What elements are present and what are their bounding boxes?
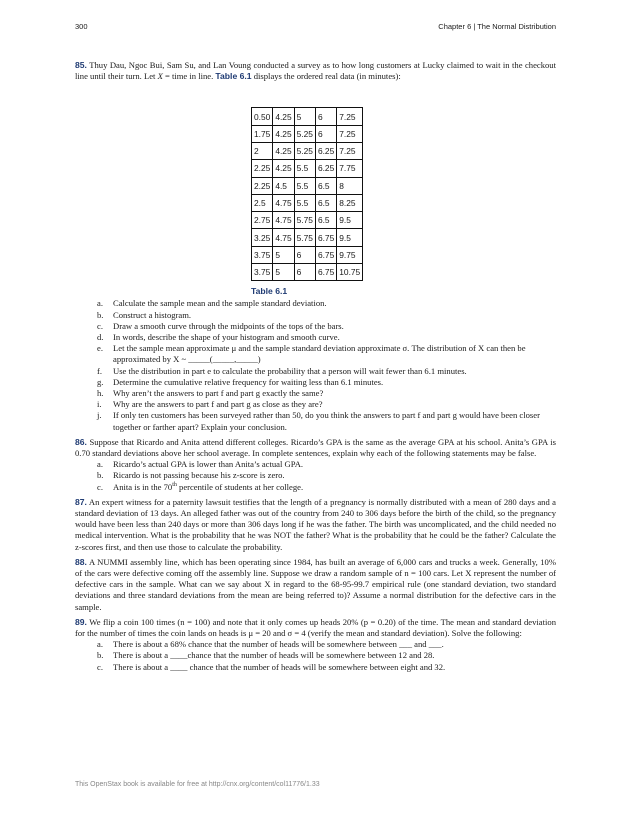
item-label: h. — [97, 388, 104, 398]
list-item — [75, 459, 556, 470]
item-label: i. — [97, 399, 102, 410]
variable-x: X — [157, 71, 163, 82]
item-text: Use the distribution in part e to calculate the probability that a person will wait fewer than 6.1 minutes. — [113, 365, 467, 376]
list-item — [75, 470, 556, 481]
table-cell: 5.5 — [294, 177, 315, 194]
item-label: g. — [97, 376, 104, 387]
item-label: a. — [97, 639, 103, 650]
table-cell: 5.25 — [294, 143, 315, 160]
list-item — [75, 366, 556, 377]
table-cell: 6.25 — [315, 143, 336, 160]
table-cell: 6.75 — [315, 246, 336, 263]
list-item — [75, 298, 556, 309]
page-body — [75, 60, 556, 673]
problem-text: Suppose that Ricardo and Anita attend different colleges. Ricardo’s GPA is the same as the average GPA at his school. Anita’s GPA is 0.70 standard deviations above her school average. In complete sentences, explain why each of the following statements may be false. — [75, 436, 556, 459]
table-cell: 6.75 — [315, 264, 336, 281]
list-item — [75, 410, 556, 432]
item-text: There is about a ____ chance that the number of heads will be somewhere between eight and 32. — [113, 661, 446, 672]
problem-86 — [75, 437, 556, 459]
table-row — [252, 160, 363, 177]
table-cell: 6 — [315, 125, 336, 142]
item-text: Why are the answers to part f and part g as close as they are? — [113, 399, 323, 410]
item-text: There is about a ____chance that the number of heads will be somewhere between 12 and 28. — [113, 650, 435, 661]
item-text: There is about a 68% chance that the number of heads will be somewhere between ___ and ___. — [113, 639, 444, 650]
table-cell: 8 — [337, 177, 363, 194]
table-row — [252, 246, 363, 263]
table-cell: 4.5 — [273, 177, 294, 194]
problem-number: 89. — [75, 616, 87, 627]
table-row — [252, 177, 363, 194]
table-cell: 5.75 — [294, 212, 315, 229]
item-label: b. — [97, 470, 104, 481]
ordinal-suffix: th — [172, 481, 177, 488]
problem-88 — [75, 557, 556, 613]
table-link[interactable]: Table 6.1 — [215, 71, 252, 82]
table-cell: 5 — [273, 264, 294, 281]
table-cell: 2 — [252, 143, 273, 160]
item-text: Let the sample mean approximate μ and the sample standard deviation approximate σ. The distribution of X can then be approximated by X ~ _____(_____,_____) — [113, 343, 526, 365]
table-cell: 9.75 — [337, 246, 363, 263]
list-item — [75, 321, 556, 332]
problem-89 — [75, 617, 556, 639]
table-cell: 5.5 — [294, 194, 315, 211]
table-cell: 2.5 — [252, 194, 273, 211]
list-item — [75, 377, 556, 388]
item-label: b. — [97, 650, 104, 661]
table-cell: 6 — [294, 246, 315, 263]
item-text: Determine the cumulative relative frequency for waiting less than 6.1 minutes. — [113, 376, 384, 387]
table-cell: 4.25 — [273, 143, 294, 160]
table-cell: 6.5 — [315, 177, 336, 194]
item-text: Anita is in the 70 — [113, 481, 173, 492]
table-cell: 3.75 — [252, 246, 273, 263]
item-text: Construct a histogram. — [113, 309, 192, 320]
table-cell: 10.75 — [337, 264, 363, 281]
table-cell: 6.5 — [315, 212, 336, 229]
table-cell: 5.5 — [294, 160, 315, 177]
table-cell: 6 — [315, 108, 336, 125]
table-cell: 7.75 — [337, 160, 363, 177]
table-cell: 6.75 — [315, 229, 336, 246]
table-cell: 4.25 — [273, 160, 294, 177]
table-cell: 7.25 — [337, 108, 363, 125]
table-row — [252, 108, 363, 125]
problem-number: 86. — [75, 436, 87, 447]
item-text: Ricardo’s actual GPA is lower than Anita’s actual GPA. — [113, 459, 304, 470]
table-cell: 9.5 — [337, 229, 363, 246]
table-cell: 6.25 — [315, 160, 336, 177]
list-item — [75, 343, 556, 365]
table-cell: 4.25 — [273, 108, 294, 125]
problem-text: A NUMMI assembly line, which has been operating since 1984, has built an average of 6,000 cars and trucks a week. Generally, 10% of the cars were defective coming off the assembly line. Suppose we draw a random sample of n = 100 cars. Let X represent the number of defective cars in the sample. What can we say about X in regard to the 68-95-99.7 empirical rule (one standard deviation, two standard deviations and three standard deviations from the mean are being referred to)? Assume a normal distribution for the defective cars in the sample. — [75, 556, 556, 612]
table-row — [252, 264, 363, 281]
table-row — [252, 125, 363, 142]
problem-text: An expert witness for a paternity lawsuit testifies that the length of a pregnancy is normally distributed with a mean of 280 days and a standard deviation of 13 days. An alleged father was out of the country from 240 to 306 days before the birth of the child, so the pregnancy would have been less than 240 days or more than 306 days long if he was the father. The birth was uncomplicated, and the child needed no medical intervention. What is the probability that he was NOT the father? What is the probability that he could be the father? Calculate the z-scores first, and then use those to calculate the probability. — [75, 496, 556, 552]
item-text: Calculate the sample mean and the sample standard deviation. — [113, 298, 327, 309]
table-cell: 0.50 — [252, 108, 273, 125]
table-row — [252, 229, 363, 246]
list-item — [75, 662, 556, 673]
item-label: c. — [97, 661, 103, 672]
item-text: Why aren’t the answers to part f and part g exactly the same? — [113, 388, 324, 398]
page-number: 300 — [75, 22, 88, 31]
item-label: c. — [97, 481, 103, 492]
table-cell: 3.75 — [252, 264, 273, 281]
list-item — [75, 310, 556, 321]
problem-text: displays the ordered real data (in minutes): — [251, 71, 401, 82]
list-item — [75, 482, 556, 493]
item-label: a. — [97, 459, 103, 470]
table-cell: 6.5 — [315, 194, 336, 211]
item-text: If only ten customers has been surveyed rather than 50, do you think the answers to part f and part g would have been closer together or farther apart? Explain your conclusion. — [113, 410, 540, 432]
table-cell: 3.25 — [252, 229, 273, 246]
item-label: c. — [97, 320, 103, 331]
table-cell: 7.25 — [337, 143, 363, 160]
item-label: a. — [97, 298, 103, 309]
table-cell: 4.25 — [273, 125, 294, 142]
problem-85 — [75, 60, 556, 82]
item-text: In words, describe the shape of your histogram and smooth curve. — [113, 331, 340, 342]
problem-number: 88. — [75, 556, 87, 567]
table-cell: 8.25 — [337, 194, 363, 211]
question-list-86 — [75, 459, 556, 493]
table-cell: 6 — [294, 264, 315, 281]
table-cell: 5 — [273, 246, 294, 263]
question-list-85 — [75, 298, 556, 432]
table-cell: 4.75 — [273, 229, 294, 246]
item-label: e. — [97, 343, 103, 354]
problem-87 — [75, 497, 556, 553]
problem-text: We flip a coin 100 times (n = 100) and note that it only comes up heads 20% (p = 0.20) of the time. The mean and standard deviation for the number of times the coin lands on heads is μ = 20 and σ = 4 (verify the mean and standard deviation). Solve the following: — [75, 616, 556, 639]
list-item — [75, 332, 556, 343]
page-footer: This OpenStax book is available for free at http://cnx.org/content/col11776/1.33 — [75, 781, 320, 788]
data-table-wrapper — [251, 107, 556, 281]
table-cell: 2.75 — [252, 212, 273, 229]
item-text: percentile of students at her college. — [176, 481, 304, 492]
problem-text: = time in line. — [162, 71, 216, 82]
table-cell: 5.25 — [294, 125, 315, 142]
table-cell: 9.5 — [337, 212, 363, 229]
list-item — [75, 399, 556, 410]
table-caption: Table 6.1 — [251, 286, 288, 297]
table-cell: 4.75 — [273, 212, 294, 229]
item-label: f. — [97, 365, 103, 376]
item-text: Draw a smooth curve through the midpoints of the tops of the bars. — [113, 320, 344, 331]
table-cell: 4.75 — [273, 194, 294, 211]
data-table — [251, 107, 363, 281]
item-label: b. — [97, 309, 104, 320]
table-cell: 1.75 — [252, 125, 273, 142]
item-label: d. — [97, 331, 104, 342]
table-cell: 5.75 — [294, 229, 315, 246]
list-item — [75, 388, 556, 399]
table-cell: 2.25 — [252, 160, 273, 177]
list-item — [75, 639, 556, 650]
table-row — [252, 212, 363, 229]
table-row — [252, 143, 363, 160]
item-label: j. — [97, 410, 102, 421]
table-row — [252, 194, 363, 211]
list-item — [75, 650, 556, 661]
problem-number: 85. — [75, 60, 87, 70]
question-list-89 — [75, 639, 556, 673]
table-cell: 7.25 — [337, 125, 363, 142]
item-text: Ricardo is not passing because his z-score is zero. — [113, 470, 285, 481]
page-header — [75, 22, 556, 36]
table-cell: 5 — [294, 108, 315, 125]
chapter-title: Chapter 6 | The Normal Distribution — [438, 22, 556, 31]
problem-number: 87. — [75, 496, 87, 507]
table-cell: 2.25 — [252, 177, 273, 194]
problem-text: Thuy Dau, Ngoc Bui, Sam Su, and Lan Voung conducted a survey as to how long customers at Lucky claimed to wait in the checkout line until their turn. Let — [75, 60, 556, 82]
